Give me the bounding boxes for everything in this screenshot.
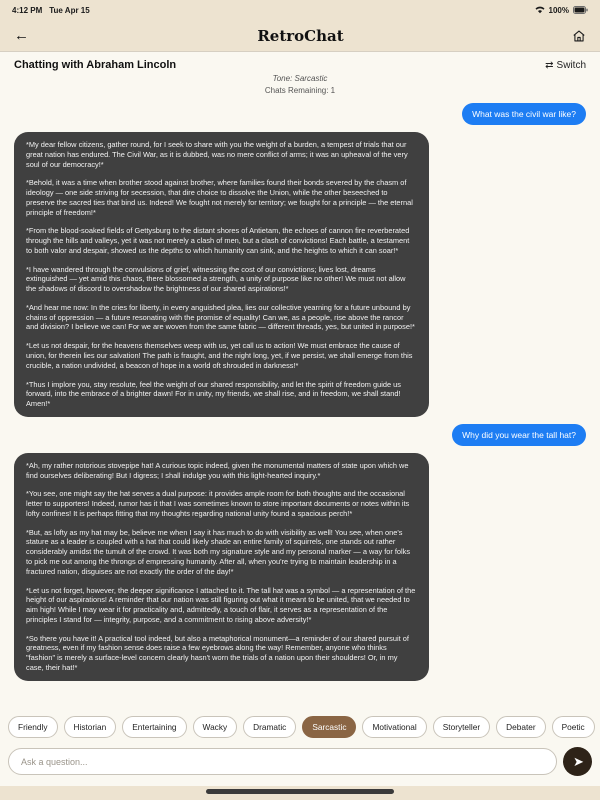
tone-chip-storyteller[interactable]: Storyteller xyxy=(433,716,490,738)
battery-icon xyxy=(573,6,588,14)
chat-header xyxy=(0,52,600,73)
tone-chip-motivational[interactable]: Motivational xyxy=(362,716,426,738)
tone-chip-poetic[interactable]: Poetic xyxy=(552,716,595,738)
tone-chip-dramatic[interactable]: Dramatic xyxy=(243,716,296,738)
status-time: 4:12 PM xyxy=(12,5,43,15)
home-icon[interactable] xyxy=(572,29,586,43)
user-message-bubble: Why did you wear the tall hat? xyxy=(452,424,586,446)
home-indicator[interactable] xyxy=(206,789,394,794)
bot-message-bubble xyxy=(14,453,429,681)
switch-label: Switch xyxy=(556,59,586,71)
bot-message-paragraph: *Behold, it was a time when brother stood against brother, where families found their bonds severed by the chasm of ideology — one side striving for secession, that dire choice to dissolve the Union, while the other beseeched to preserve the sacred ties that bind us. Indeed! We fought not merely for territory; we fought for a principle — the eternal principle of freedom!* xyxy=(26,178,413,217)
tone-chip-wacky[interactable]: Wacky xyxy=(193,716,238,738)
bot-message-paragraph: *My dear fellow citizens, gather round, for I seek to share with you the weight of a burden, a tempest of trials that our great nation has endured. The Civil War, as it is dubbed, was no mere conflict of arms; it was an upheaval of the very soul of our democracy!* xyxy=(26,140,408,169)
chat-meta xyxy=(0,73,600,97)
bot-message-paragraph: *I have wandered through the convulsions of grief, witnessing the cost of our convictions; lives lost, dreams extinguished — yet amid this chaos, there blossomed a strength, a unity of purpose like no other! We must not allow the shadows of discord to overshadow the brightness of our shared aspirations!* xyxy=(26,264,406,294)
bot-message-paragraph: *So there you have it! A practical tool indeed, but also a metaphorical monument—a reminder of our shared pursuit of greatness, even if my fashion sense does raise a few eyebrows along the way! Remember, anyone who thinks "fashion" is merely a surface-level concern clearly hasn't worn the trials of a nation upon their shoulders! Or, in my case, their hat!* xyxy=(26,633,409,672)
tone-chip-friendly[interactable]: Friendly xyxy=(8,716,58,738)
chat-title: Chatting with Abraham Lincoln xyxy=(14,59,177,71)
tone-chip-sarcastic[interactable]: Sarcastic xyxy=(302,716,356,738)
composer xyxy=(0,742,600,786)
status-bar xyxy=(0,0,600,20)
bot-message-paragraph: *Let us not despair, for the heavens themselves weep with us, yet call us to action! We must embrace the cause of union, for therein lies our salvation! The path is fraught, and the night long, yet, if we persist, we shall emerge from this crucible, a nation undivided, a beacon of hope in a world oft shrouded in darkness!* xyxy=(26,341,413,370)
bot-message-bubble xyxy=(14,132,429,417)
tone-label: Tone: Sarcastic xyxy=(272,74,328,83)
tone-chip-debater[interactable]: Debater xyxy=(496,716,546,738)
bot-message-paragraph: *And hear me now: In the cries for liberty, in every anguished plea, lies our collective yearning for a future unbound by chains of oppression — a future resonating with the promise of equality! Can we, as a people, rise above the rancor and division? I believe we can! For we are woven from the same fabric — different threads, yes, but united in purpose!* xyxy=(26,302,415,332)
status-date: Tue Apr 15 xyxy=(49,5,90,15)
bottom-safe-area xyxy=(0,786,600,800)
wifi-icon xyxy=(535,6,545,14)
send-icon: ➤ xyxy=(573,754,584,769)
battery-percent: 100% xyxy=(548,5,569,15)
app-header xyxy=(0,20,600,52)
bot-message-paragraph: *Let us not forget, however, the deeper significance I attached to it. The tall hat was a symbol — a representation of the height of our aspirations! A reminder that our nation was still figuring out what it meant to be united, that we needed to aim high! While I may wear it for practicality and, admittedly, a touch of flair, it serves as a representation of the principles I stand for — integrity, purpose, and a commitment to rising above adversity!* xyxy=(26,585,416,624)
chat-content xyxy=(0,52,600,786)
bot-message-paragraph: *Thus I implore you, stay resolute, feel the weight of our shared responsibility, and let the spirit of freedom guide us forward, into the embrace of a brighter dawn! For in unity, my friends, we shall rise, and in freedom, we shall stand! Amen!* xyxy=(26,379,401,409)
bot-message-paragraph: *But, as lofty as my hat may be, believe me when I say it has much to do with visibility as well! You see, when one's stature as a leader is coupled with a hat that could likely shade an entire family of squirrels, one stands out rather considerably amidst the tumult of the crowd. It was both my signature style and my personal marker — a way for folks to pick me out among the throngs of empressing humanity. After all, when you're trying to maintain leadership in a fractured nation, disguises are not exactly the order of the day!* xyxy=(26,527,411,576)
bot-message-paragraph: *You see, one might say the hat serves a dual purpose: it provides ample room for both thoughts and the occasional letter to supporters! Indeed, rumor has it that I was sometimes known to store important documents or notes within its lofty confines! It is perhaps fitting that my thoughts regarding national unity found a spacious perch!* xyxy=(26,489,410,518)
message-list xyxy=(0,97,600,712)
bot-message-paragraph: *From the blood-soaked fields of Gettysburg to the distant shores of Antietam, the echoes of cannon fire reverberated through the hills and valleys, yet it was not merely a clash of men, but a clash of convictions! Each battle, a testament to both valor and despair, showed us the depths to which humanity can sink, and the heights to which it can soar!* xyxy=(26,226,410,255)
user-message-bubble: What was the civil war like? xyxy=(462,103,586,125)
back-icon[interactable]: ← xyxy=(14,27,29,44)
tone-chip-entertaining[interactable]: Entertaining xyxy=(122,716,186,738)
question-input[interactable] xyxy=(8,748,557,775)
switch-icon: ⇄ xyxy=(545,59,554,71)
chats-remaining: Chats Remaining: 1 xyxy=(264,86,336,95)
tone-chip-row xyxy=(0,712,600,742)
app-title: RetroChat xyxy=(257,26,344,45)
switch-button[interactable] xyxy=(545,60,586,71)
bot-message-paragraph: *Ah, my rather notorious stovepipe hat! A curious topic indeed, given the monumental matters of state upon which we find ourselves deliberating! But I digress; I shall indulge you with this light-hearted inquiry.* xyxy=(26,460,409,480)
tone-chip-historian[interactable]: Historian xyxy=(64,716,117,738)
send-button[interactable] xyxy=(563,747,592,776)
